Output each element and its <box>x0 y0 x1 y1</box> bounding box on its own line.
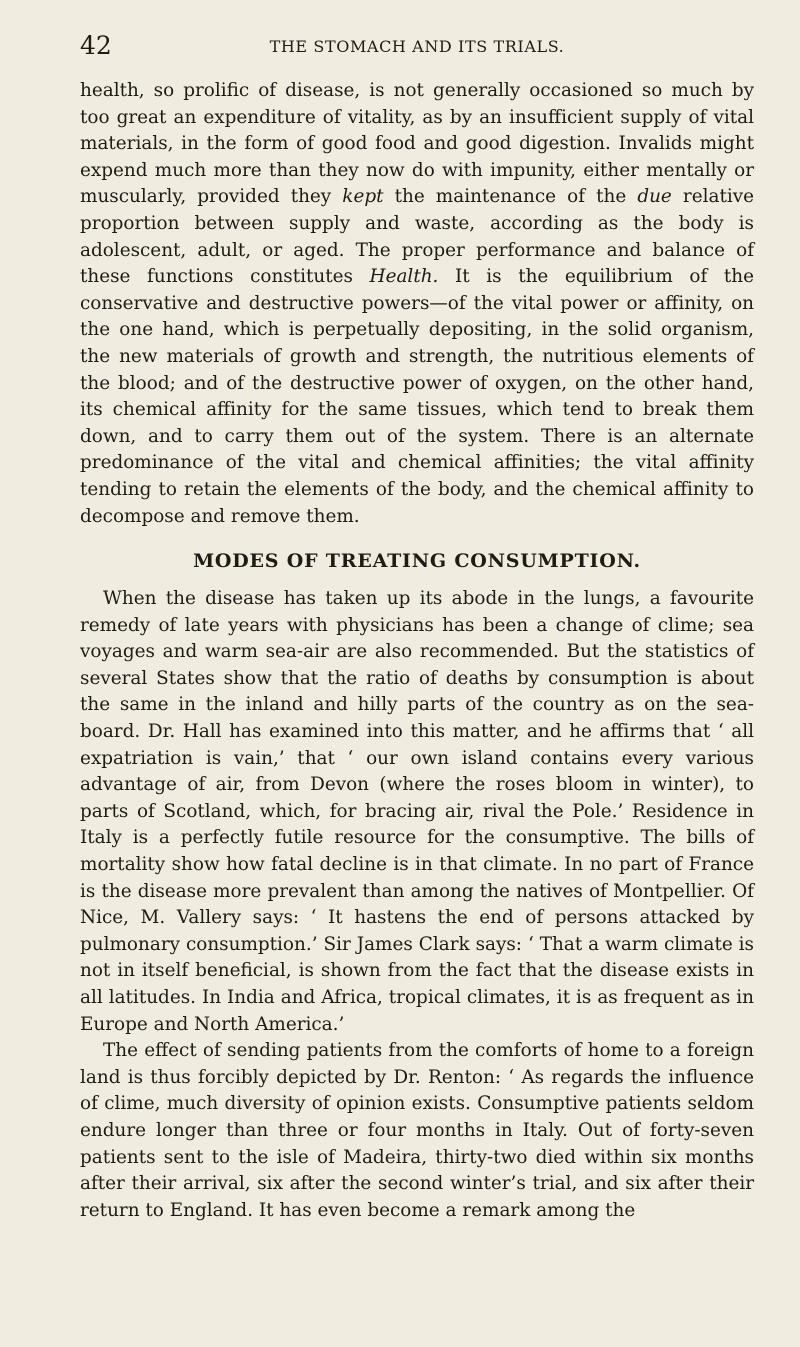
paragraph-text: relative proportion between supply and waste, according as the body is adolescent, adult, or aged. The proper performance and balance of these functions constitutes <box>80 186 754 288</box>
section-heading: MODES OF TREATING CONSUMPTION. <box>193 550 641 573</box>
emphasis-due: due <box>637 186 672 208</box>
paragraph-clime: When the disease has taken up its abode in the lungs, a favourite remedy of late years with physicians has been a change of clime; sea voyages and warm sea-air are also recommended. But the statistics of several States show that the ratio of deaths by consumption is about the same in the inland and hilly parts of the country as on the sea-board. Dr. Hall has examined into this matter, and he affirms that ‘ all expatriation is vain,’ that ‘ our own island contains every various advantage of air, from Devon (where the roses bloom in winter), to parts of Scotland, which, for bracing air, rival the Pole.’ Residence in Italy is a perfectly futile resource for the consumptive. The bills of mortality show how fatal decline is in that climate. In no part of France is the disease more prevalent than among the natives of Montpellier. Of Nice, M. Vallery says: ‘ It hastens the end of persons attacked by pulmonary consumption.’ Sir James Clark says: ‘ That a warm climate is not in itself beneficial, is shown from the fact that the disease exists in all latitudes. In India and Africa, tropical climates, it is as frequent as in Europe and North America.’ <box>80 588 754 1035</box>
running-title: THE STOMACH AND ITS TRIALS. <box>269 37 565 56</box>
paragraph-text: It is the equilibrium of the conservative and destructive powers—of the vital power or affinity, on the one hand, which is perpetually depositing, in the solid organism, the new materials of growth and strength, the nutritious elements of the blood; and of the destructive power of oxygen, on the other hand, its chemical affinity for the same tissues, which tend to break them down, and to carry them out of the system. There is an alternate predominance of the vital and chemical affinities; the vital affinity tending to retain the elements of the body, and the chemical affinity to decompose and remove them. <box>80 266 754 527</box>
paragraph-health <box>80 78 754 530</box>
paragraph-renton: The effect of sending patients from the comforts of home to a foreign land is thus forcibly depicted by Dr. Renton: ‘ As regards the influence of clime, much diversity of opinion exists. Consumptive patients seldom endure longer than three or four months in Italy. Out of forty-seven patients sent to the isle of Madeira, thirty-two died within six months after their arrival, six after the second winter’s trial, and six after their return to England. It has even become a remark among the <box>80 1040 754 1221</box>
paragraph-text: health, so prolific of disease, is not generally occasioned so much by too great an expenditure of vitality, as by an insufficient supply of vital materials, in the form of good food and good digestion. Invalids might expend much more than they now do with impunity, either mentally or muscularly, provided they <box>80 80 754 208</box>
page-number: 42 <box>80 31 112 60</box>
emphasis-kept: kept <box>342 186 384 208</box>
emphasis-health: Health. <box>369 266 439 288</box>
running-head <box>80 30 754 70</box>
paragraph-text: the maintenance of the <box>383 186 638 208</box>
